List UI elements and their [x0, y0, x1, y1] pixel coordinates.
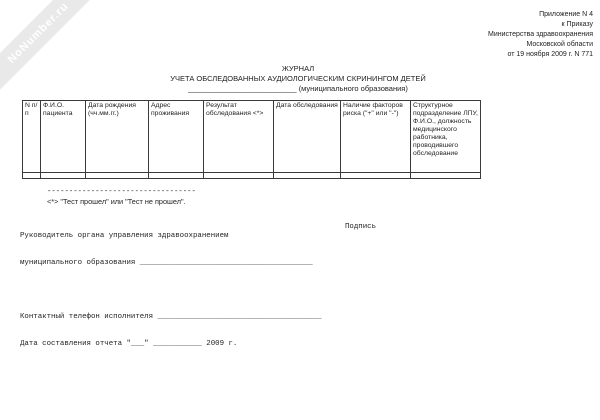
approval-line: от 19 ноября 2009 г. N 771 — [507, 51, 593, 58]
empty-cell — [411, 173, 481, 179]
signature-label: Подпись — [345, 223, 377, 231]
empty-cell — [149, 173, 204, 179]
footer-spacer — [20, 286, 322, 295]
empty-cell — [341, 173, 411, 179]
footer-line-report-date: Дата составления отчета "___" ___________ 2009 г. — [20, 340, 238, 348]
watermark: NoNumber.ru — [0, 0, 96, 91]
empty-cell — [41, 173, 86, 179]
journal-table — [22, 100, 481, 179]
title-line-3 — [0, 84, 596, 94]
empty-cell — [274, 173, 341, 179]
footnote — [47, 188, 196, 206]
approval-line: Министерства здравоохранения — [488, 31, 593, 38]
col-header-department: Структурное подразделение ЛПУ, Ф.И.О., должность медицинского работника, проводившего обследование — [411, 101, 481, 173]
approval-line: Приложение N 4 — [539, 11, 593, 18]
document-title — [0, 64, 596, 94]
footer-line-contact-phone: Контактный телефон исполнителя _____________________________________ — [20, 313, 322, 321]
footer-line-municipality-blank: муниципального образования _______________________________________ — [20, 259, 313, 267]
col-header-risk-factors: Наличие факторов риска ("+" или "-") — [341, 101, 411, 173]
col-header-birth-date: Дата рождения (чч.мм.гг.) — [86, 101, 149, 173]
title-municipality-label: (муниципального образования) — [298, 84, 408, 93]
empty-cell — [23, 173, 41, 179]
title-line-1: ЖУРНАЛ — [281, 64, 315, 73]
col-header-result: Результат обследования <*> — [204, 101, 274, 173]
approval-line: к Приказу — [561, 21, 593, 28]
footer-line-head-of-authority: Руководитель органа управления здравоохранением — [20, 232, 229, 240]
col-header-patient-name: Ф.И.О. пациента — [41, 101, 86, 173]
table-empty-row — [23, 173, 481, 179]
empty-cell — [86, 173, 149, 179]
col-header-address: Адрес проживания — [149, 101, 204, 173]
empty-cell — [204, 173, 274, 179]
footer-block — [20, 214, 322, 367]
approval-block — [488, 10, 593, 60]
footnote-text: <*> "Тест прошел" или "Тест не прошел". — [47, 197, 186, 206]
title-line-2: УЧЕТА ОБСЛЕДОВАННЫХ АУДИОЛОГИЧЕСКИМ СКРИНИНГОМ ДЕТЕЙ — [170, 74, 426, 83]
approval-line: Московской области — [526, 41, 593, 48]
title-blank-line: __________________________ — [188, 84, 297, 93]
footnote-separator: ---------------------------------- — [47, 188, 196, 196]
col-header-exam-date: Дата обследования — [274, 101, 341, 173]
col-header-number: N п/п — [23, 101, 41, 173]
table-header-row — [23, 101, 481, 173]
